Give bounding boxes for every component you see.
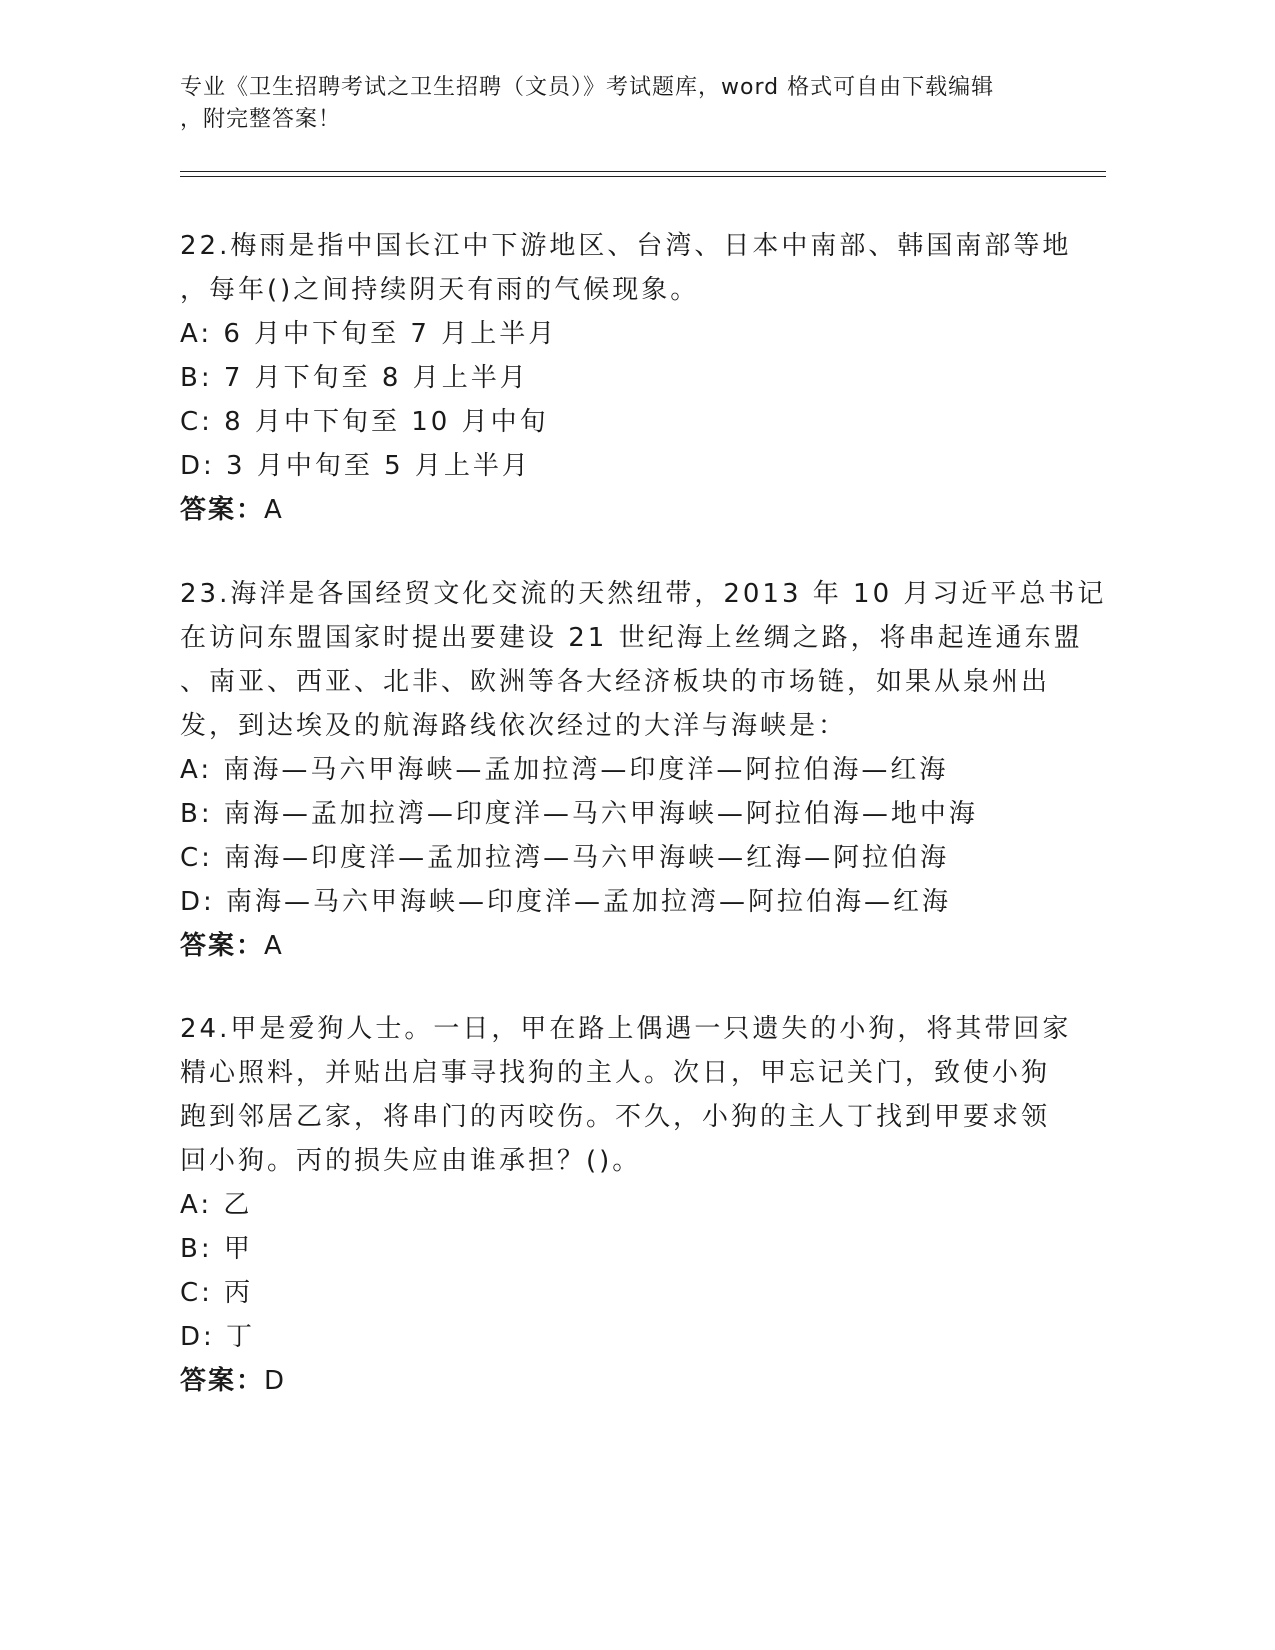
document-header <box>180 72 1040 136</box>
header-divider-top <box>180 171 1106 172</box>
option-c: C: 丙 <box>180 1278 254 1308</box>
question-stem-line: 在访问东盟国家时提出要建设 21 世纪海上丝绸之路，将串起连通东盟 <box>180 623 1083 653</box>
answer-value: A <box>264 931 283 961</box>
answer-line <box>180 924 1040 968</box>
option-c: C: 南海—印度洋—孟加拉湾—马六甲海峡—红海—阿拉伯海 <box>180 843 950 873</box>
question-stem-line: 发，到达埃及的航海路线依次经过的大洋与海峡是： <box>180 711 848 741</box>
answer-label: 答案： <box>180 931 265 961</box>
header-divider-bottom <box>180 176 1106 177</box>
option-b: B: 南海—孟加拉湾—印度洋—马六甲海峡—阿拉伯海—地中海 <box>180 799 978 829</box>
header-line-1: 专业《卫生招聘考试之卫生招聘（文员）》考试题库，word 格式可自由下载编辑 <box>180 75 995 100</box>
option-d: D: 丁 <box>180 1322 256 1352</box>
option-a: A: 6 月中下旬至 7 月上半月 <box>180 319 558 349</box>
question-stem-line: 、南亚、西亚、北非、欧洲等各大经济板块的市场链，如果从泉州出 <box>180 667 1051 697</box>
answer-label: 答案： <box>180 1366 265 1396</box>
option-c: C: 8 月中下旬至 10 月中旬 <box>180 407 549 437</box>
answer-value: D <box>264 1366 286 1396</box>
answer-line <box>180 488 1040 532</box>
option-a: A: 乙 <box>180 1190 253 1220</box>
answer-label: 答案： <box>180 495 265 525</box>
option-d: D: 南海—马六甲海峡—印度洋—孟加拉湾—阿拉伯海—红海 <box>180 887 952 917</box>
question-stem-line: 22.梅雨是指中国长江中下游地区、台湾、日本中南部、韩国南部等地 <box>180 231 1072 261</box>
option-a: A: 南海—马六甲海峡—孟加拉湾—印度洋—阿拉伯海—红海 <box>180 755 949 785</box>
question-stem-line: 24.甲是爱狗人士。一日，甲在路上偶遇一只遗失的小狗，将其带回家 <box>180 1014 1072 1044</box>
question-stem-line: 回小狗。丙的损失应由谁承担？()。 <box>180 1146 642 1176</box>
question-stem-line: 23.海洋是各国经贸文化交流的天然纽带，2013 年 10 月习近平总书记 <box>180 579 1107 609</box>
answer-value: A <box>264 495 283 525</box>
question-stem-line: ，每年()之间持续阴天有雨的气候现象。 <box>180 275 700 305</box>
question-23 <box>180 572 1107 968</box>
option-b: B: 甲 <box>180 1234 253 1264</box>
question-22 <box>180 224 1072 532</box>
question-stem-line: 精心照料，并贴出启事寻找狗的主人。次日，甲忘记关门，致使小狗 <box>180 1058 1051 1088</box>
question-stem-line: 跑到邻居乙家，将串门的丙咬伤。不久，小狗的主人丁找到甲要求领 <box>180 1102 1051 1132</box>
option-b: B: 7 月下旬至 8 月上半月 <box>180 363 529 393</box>
option-d: D: 3 月中旬至 5 月上半月 <box>180 451 531 481</box>
header-line-2: ，附完整答案！ <box>180 107 342 132</box>
question-24 <box>180 1007 1072 1403</box>
answer-line <box>180 1359 1040 1403</box>
